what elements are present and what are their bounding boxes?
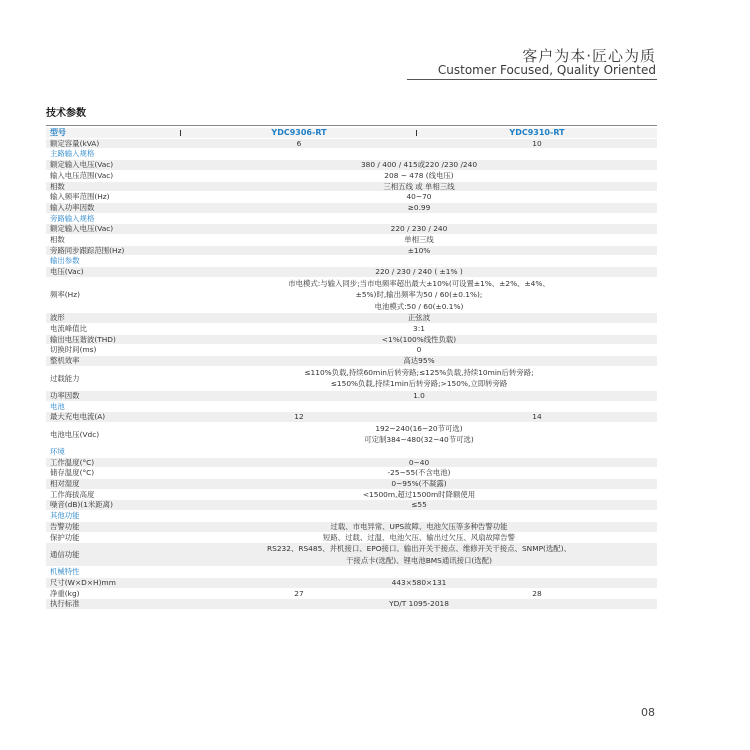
spec-value: ≥0.99	[181, 203, 657, 213]
spec-row	[46, 246, 657, 256]
spec-label: 旁路同步跟踪范围(Hz)	[46, 246, 181, 256]
spec-value: 208 ~ 478 (线电压)	[181, 171, 657, 181]
category-label: 输出参数	[46, 256, 657, 266]
spec-label: 保护功能	[46, 533, 181, 543]
spec-row	[46, 500, 657, 510]
spec-value-b: 28	[417, 589, 657, 599]
brand-divider	[407, 79, 657, 80]
spec-value: 0~40	[181, 458, 657, 468]
spec-label: 功率因数	[46, 391, 181, 401]
spec-value: 1.0	[181, 391, 657, 401]
spec-label: 输入功率因数	[46, 203, 181, 213]
table-top-rule	[46, 125, 657, 126]
spec-row	[46, 171, 657, 181]
spec-value-line: ±5%)时,输出频率为50 / 60(±0.1%);	[355, 290, 483, 300]
spec-value: YD/T 1095-2018	[181, 599, 657, 609]
spec-row	[46, 203, 657, 213]
spec-value-a: 6	[181, 139, 417, 149]
spec-row	[46, 224, 657, 234]
spec-value: 高达95%	[181, 356, 657, 366]
spec-value-a: 27	[181, 589, 417, 599]
spec-label: 尺寸(W×D×H)mm	[46, 578, 181, 588]
spec-value-multiline	[181, 367, 657, 390]
spec-value-line: 干接点卡(选配)、锂电池BMS通讯接口(选配)	[346, 555, 492, 565]
spec-label: 工作海拔高度	[46, 490, 181, 500]
spec-label: 噪音(dB)(1米距离)	[46, 500, 181, 510]
spec-value: ±10%	[181, 246, 657, 256]
spec-row	[46, 468, 657, 478]
spec-value-b: 14	[417, 412, 657, 422]
category-row	[46, 256, 657, 266]
spec-value: 过载、市电异常、UPS故障、电池欠压等多种告警功能	[181, 522, 657, 532]
spec-row	[46, 335, 657, 345]
model-b: YDC9310-RT	[417, 128, 657, 138]
spec-label: 工作温度(°C)	[46, 458, 181, 468]
spec-value-line: 电池模式:50 / 60(±0.1%)	[374, 301, 464, 311]
spec-row	[46, 599, 657, 609]
category-label: 旁路输入规格	[46, 214, 657, 224]
spec-row	[46, 235, 657, 245]
spec-label: 整机效率	[46, 356, 181, 366]
spec-row	[46, 458, 657, 468]
spec-value-multiline	[181, 543, 657, 566]
spec-label: 电流峰值比	[46, 324, 181, 334]
spec-label: 电压(Vac)	[46, 267, 181, 277]
spec-row	[46, 278, 657, 313]
spec-row	[46, 160, 657, 170]
category-row	[46, 447, 657, 457]
spec-row	[46, 423, 657, 446]
category-label: 电池	[46, 402, 657, 412]
spec-row	[46, 543, 657, 566]
spec-value: 0	[181, 345, 657, 355]
brand-slogan-en: Customer Focused, Quality Oriented	[437, 63, 656, 77]
spec-label: 相数	[46, 182, 181, 192]
spec-value-line: ≤150%负载,持续1min后转旁路;>150%,立即转旁路	[330, 379, 508, 389]
category-row	[46, 149, 657, 159]
spec-row	[46, 267, 657, 277]
spec-label: 额定输入电压(Vac)	[46, 224, 181, 234]
spec-label: 最大充电电流(A)	[46, 412, 181, 422]
category-row	[46, 511, 657, 521]
spec-label: 执行标准	[46, 599, 181, 609]
spec-value-line: RS232、RS485、并机接口、EPO接口、输出开关干接点、维修开关干接点、SNMP(选配)、	[267, 544, 571, 554]
category-row	[46, 214, 657, 224]
model-label: 型号	[46, 128, 181, 138]
spec-table	[46, 127, 657, 610]
spec-value: 0~95%(不凝露)	[181, 479, 657, 489]
spec-label: 额定输入电压(Vac)	[46, 160, 181, 170]
spec-value-line: 市电模式:与输入同步;当市电频率超出最大±10%(可设置±1%、±2%、±4%、	[288, 278, 550, 288]
spec-label: 输入电压范围(Vac)	[46, 171, 181, 181]
category-label: 主路输入规格	[46, 149, 657, 159]
category-row	[46, 402, 657, 412]
spec-row	[46, 345, 657, 355]
spec-label: 相对湿度	[46, 479, 181, 489]
spec-value: -25~55(不含电池)	[181, 468, 657, 478]
spec-row	[46, 533, 657, 543]
spec-label: 通信功能	[46, 543, 181, 566]
spec-row	[46, 578, 657, 588]
brand-slogan-cn: 客户为本·匠心为质	[522, 47, 656, 65]
spec-row	[46, 589, 657, 599]
spec-label: 输入频率范围(Hz)	[46, 192, 181, 202]
section-title: 技术参数	[46, 108, 86, 119]
spec-value: 40~70	[181, 192, 657, 202]
spec-row	[46, 356, 657, 366]
spec-value-line: ≤110%负载,持续60min后转旁路;≤125%负载,持续10min后转旁路;	[304, 367, 534, 377]
spec-row	[46, 490, 657, 500]
model-a: YDC9306-RT	[181, 128, 417, 138]
spec-value: 380 / 400 / 415或220 /230 /240	[181, 160, 657, 170]
category-label: 环境	[46, 447, 657, 457]
spec-value: 三相五线 或 单相三线	[181, 182, 657, 192]
spec-value: <1%(100%线性负载)	[181, 335, 657, 345]
spec-row	[46, 367, 657, 390]
spec-row	[46, 139, 657, 149]
spec-value-multiline	[181, 423, 657, 446]
spec-row	[46, 522, 657, 532]
spec-value: <1500m,超过1500m时降额使用	[181, 490, 657, 500]
spec-label: 过载能力	[46, 367, 181, 390]
spec-label: 额定容量(kVA)	[46, 139, 181, 149]
spec-label: 相数	[46, 235, 181, 245]
page-number: 08	[641, 706, 655, 719]
spec-value: 443×580×131	[181, 578, 657, 588]
spec-value: ≤55	[181, 500, 657, 510]
spec-value-line: 可定制384~480(32~40节可选)	[364, 435, 474, 445]
spec-value-multiline	[181, 278, 657, 313]
spec-label: 切换时间(ms)	[46, 345, 181, 355]
spec-value: 220 / 230 / 240	[181, 224, 657, 234]
spec-row	[46, 182, 657, 192]
spec-value: 短路、过载、过温、电池欠压、输出过欠压、风扇故障告警	[181, 533, 657, 543]
spec-label: 输出电压谐波(THD)	[46, 335, 181, 345]
spec-row	[46, 192, 657, 202]
model-header-row	[46, 128, 657, 138]
spec-row	[46, 479, 657, 489]
spec-label: 电池电压(Vdc)	[46, 423, 181, 446]
spec-row	[46, 391, 657, 401]
spec-label: 净重(kg)	[46, 589, 181, 599]
spec-label: 告警功能	[46, 522, 181, 532]
category-row	[46, 567, 657, 577]
spec-label: 波形	[46, 313, 181, 323]
spec-value: 220 / 230 / 240 ( ±1% )	[181, 267, 657, 277]
spec-label: 储存温度(°C)	[46, 468, 181, 478]
spec-value-a: 12	[181, 412, 417, 422]
spec-value: 3:1	[181, 324, 657, 334]
spec-value-b: 10	[417, 139, 657, 149]
spec-row	[46, 324, 657, 334]
category-label: 其他功能	[46, 511, 657, 521]
spec-value-line: 192~240(16~20节可选)	[375, 423, 463, 433]
spec-label: 频率(Hz)	[46, 278, 181, 313]
spec-value: 正弦波	[181, 313, 657, 323]
spec-value: 单相三线	[181, 235, 657, 245]
spec-row	[46, 412, 657, 422]
category-label: 机械特性	[46, 567, 657, 577]
spec-row	[46, 313, 657, 323]
